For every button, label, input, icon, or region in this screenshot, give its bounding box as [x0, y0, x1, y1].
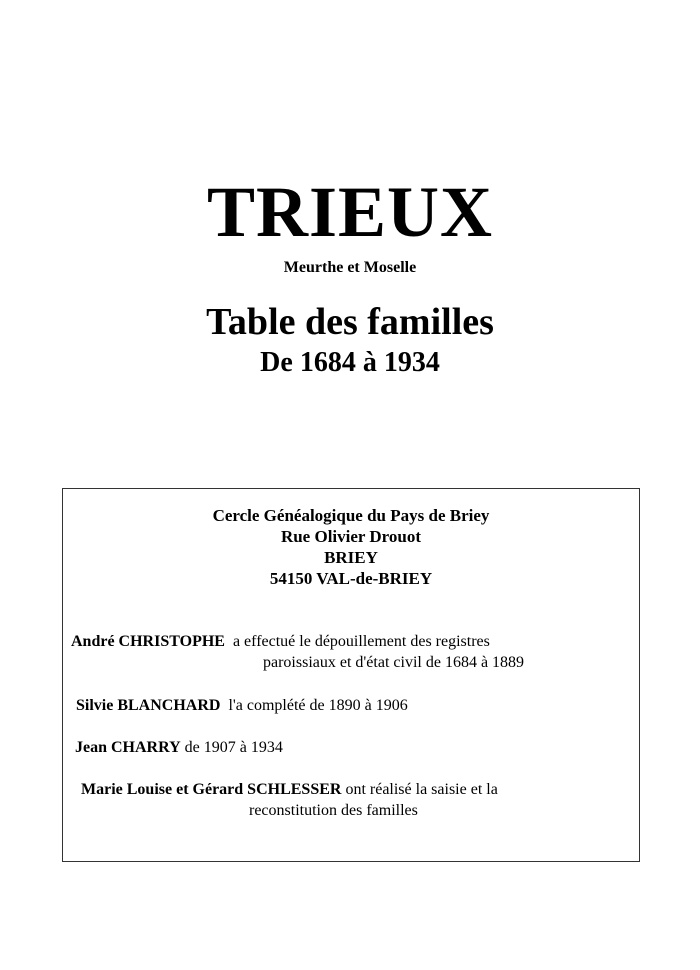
region-subtitle: Meurthe et Moselle [283, 259, 417, 276]
credit-text: ont réalisé la saisie et la [345, 781, 498, 798]
organization-postal: 54150 VAL-de-BRIEY [269, 569, 433, 588]
credit-entry [75, 737, 283, 758]
credit-text: a effectué le dépouillement des registres [232, 633, 490, 650]
credit-name: Silvie BLANCHARD [76, 697, 221, 714]
credit-text: l'a complété de 1890 à 1906 [228, 697, 408, 714]
organization-name: Cercle Généalogique du Pays de Briey [212, 506, 490, 525]
credit-entry [76, 695, 408, 716]
credit-name: Marie Louise et Gérard SCHLESSER [81, 781, 342, 798]
document-subtitle: Table des familles [206, 301, 494, 343]
credit-name: Jean CHARRY [75, 739, 181, 756]
organization-address [63, 505, 639, 589]
credit-entry [81, 779, 498, 819]
organization-street: Rue Olivier Drouot [280, 527, 422, 546]
credits-box [62, 488, 640, 862]
credit-entry [71, 631, 525, 671]
date-range: De 1684 à 1934 [260, 347, 440, 378]
credit-name: André CHRISTOPHE [71, 633, 225, 650]
organization-city: BRIEY [324, 548, 378, 567]
document-title: TRIEUX [206, 172, 494, 252]
credit-continuation: paroissiaux et d'état civil de 1684 à 1889 [263, 654, 525, 671]
credit-continuation: reconstitution des familles [249, 802, 418, 819]
credit-text: de 1907 à 1934 [184, 739, 283, 756]
